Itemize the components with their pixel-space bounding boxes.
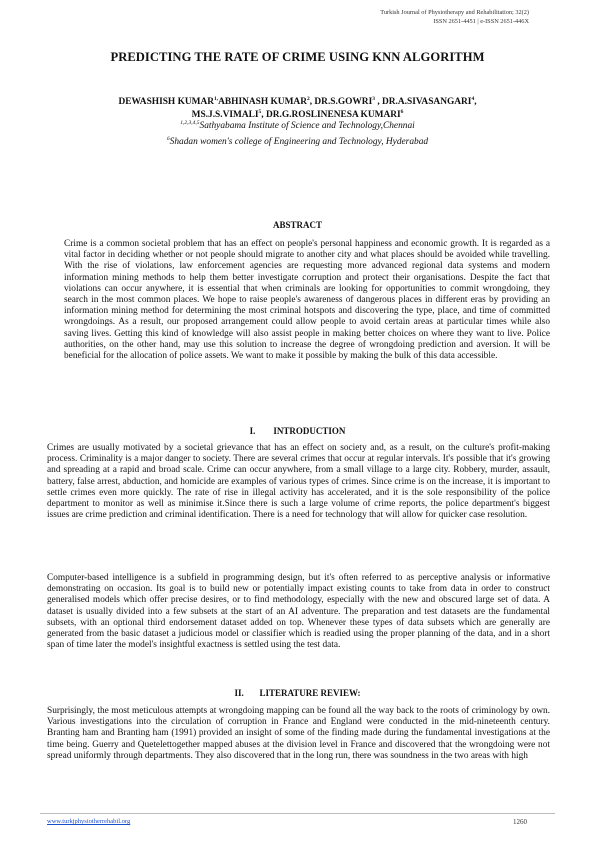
author-sup: 5 — [258, 108, 262, 115]
author-sup: 2 — [306, 95, 310, 102]
journal-issn: ISSN 2651-4451 | e-ISSN 2651-446X — [433, 18, 529, 25]
journal-header — [380, 8, 529, 26]
author-name: , DR.S.GOWRI — [309, 97, 373, 107]
author-name: DEWASHISH KUMAR — [118, 97, 215, 107]
affiliation-sup: 6 — [166, 135, 170, 142]
affiliation-text: Sathyabama Institute of Science and Technology,Chennai — [199, 121, 415, 131]
intro-paragraph-1: Crimes are usually motivated by a societal grievance that has an effect on society and, as a result, on the culture's profit-making process. Criminality is a major danger to society. There are several crimes that occur at regular intervals. It's possible that it's growing and spreading at a rapid and broad scale. Crime can occur anywhere, from a small village to a large city. Robbery, murder, assault, battery, false arrest, abduction, and homicide are examples of various types of crimes. Since crime is on the increase, it is important to settle crimes even more quickly. The rate of rise in illegal activity has accelerated, and it is the sole responsibility of the police department to monitor as well as minimise it.Since there is such a large volume of crime reports, the police department's biggest issues are crime prediction and criminal identification. There is a need for technology that will allow for quicker case resolution. — [47, 443, 550, 521]
author-list — [40, 96, 555, 121]
author-sup: 6 — [400, 108, 404, 115]
author-line-2 — [40, 109, 555, 122]
abstract-text: Crime is a common societal problem that has an effect on people's personal happiness and economic growth. It is regarded as a vital factor in deciding whether or not people should migrate to another city and what places should be avoided while travelling. With the rise of violations, law enforcement agencies are requesting more advanced regional data systems and modern information mining methods to help them better investigate corruption and protect their organisations. Despite the fact that violations can occur anywhere, it is essential that when criminals are looking for opportunities to commit wrongdoing, they search in the most common places. We hope to raise people's awareness of dangerous places in different eras by providing an information mining method for determining the most criminal hotspots and discovering the type, place, and time of committed wrongdoings. As a result, our proposed arrangement could allow people to avoid certain areas at particular times while also saving lives. Getting this kind of knowledge will also assist people in making better choices on where they want to live. Police authorities, on the other hand, may use this solution to increase the degree of wrongdoing prediction and aversion. It will be beneficial for the allocation of police assets. We want to make it possible by making the bulk of this data accessible. — [64, 239, 550, 362]
author-name: , DR.A.SIVASANGARI — [374, 97, 472, 107]
paper-title: PREDICTING THE RATE OF CRIME USING KNN ALGORITHM — [110, 50, 485, 64]
affiliation-1 — [40, 121, 555, 131]
section-heading-literature-review: II. LITERATURE REVIEW: — [234, 688, 361, 698]
author-name: , DR.G.ROSLINENESA KUMARI — [261, 109, 401, 120]
affiliation-text: Shadan women's college of Engineering and Technology, Hyderabad — [169, 137, 429, 147]
author-name: ABHINASH KUMAR — [218, 97, 307, 107]
author-sep: , — [474, 97, 477, 107]
author-sup: 1, — [214, 95, 219, 102]
author-line-1 — [40, 96, 555, 109]
journal-name: Turkish Journal of Physiotherapy and Rehabilitation; 32(2) — [380, 9, 529, 16]
abstract-heading: ABSTRACT — [272, 220, 322, 230]
author-name: MS.J.S.VIMALI — [191, 109, 259, 120]
page-number: 1260 — [513, 818, 527, 826]
intro-paragraph-2: Computer-based intelligence is a subfield in programming design, but it's often referred to as perceptive analysis or informative demonstrating on occasion. Its goal is to build new or potentially impact existing counts to take from data in order to construct generalised models which offer precise desires, or to find methodology, especially with the new and obscured large set of data. A dataset is usually divided into a few subsets at the start of an AI adventure. The preparation and test datasets are the fundamental subsets, with an optional third endorsement dataset added on top. Whenever these types of data subsets which are generally are generated from the basic dataset a judicious model or classifier which is readied using the proper planning of the data, and in a short span of time later the model's insightful exactness is settled using the test data. — [47, 573, 550, 651]
footer-divider — [40, 813, 555, 814]
author-sup: 4 — [471, 95, 475, 102]
affiliation-sup: 1,2,3,4,5 — [180, 119, 200, 126]
affiliation-2 — [40, 137, 555, 147]
footer-website-link[interactable]: www.turkjphysiotherrehabil.org — [47, 818, 131, 825]
literature-paragraph-1: Surprisingly, the most meticulous attempts at wrongdoing mapping can be found all the way back to the roots of criminology by own. Various investigations into the circulation of corruption in France and England were conducted in the mid-nineteenth century. Branting ham and Branting ham (1991) provided an insight of some of the finding made during the fundamental investigations at the time being. Guerry and Quetelettogether mapped abuses at the division level in France and discovered that the wrongdoing were not spread uniformly through departments. They also discovered that in the long run, there was soundness in the two areas with high — [47, 706, 550, 761]
section-heading-introduction: I. INTRODUCTION — [249, 426, 346, 436]
author-sup: 3 — [372, 95, 375, 102]
